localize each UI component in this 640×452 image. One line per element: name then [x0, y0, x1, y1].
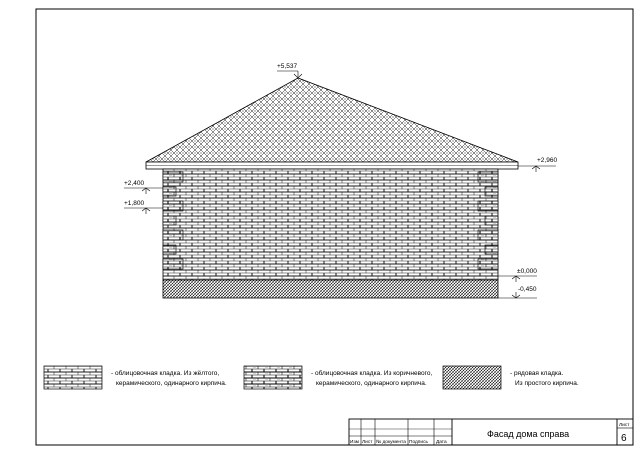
sheet-label: Лист: [619, 423, 630, 428]
elevation-mark-zero: [498, 268, 537, 282]
legend-common-line1: - рядовая кладка.: [510, 370, 564, 377]
column-header-document: № документа: [376, 440, 406, 445]
elevation-mark-eave: [518, 157, 557, 172]
legend-yellow-line2: керамического, одинарного кирпича.: [116, 380, 227, 387]
legend-brown-line2: керамического, одинарного кирпича.: [316, 380, 427, 387]
legend-swatch-yellow-brick: [44, 366, 102, 389]
legend-brown-line1: - облицовочная кладка. Из коричневого,: [311, 370, 433, 377]
elevation-eave-label: +2,960: [537, 157, 558, 164]
elevation-ridge-label: +5,537: [277, 63, 298, 70]
plinth: [163, 280, 498, 298]
elevation-mark-upper: [124, 180, 163, 194]
elevation-upper-label: +2,400: [124, 180, 145, 187]
elevation-mark-ridge: [277, 63, 302, 78]
column-header-change: Изм: [350, 440, 359, 445]
elevation-ground-label: -0,450: [518, 286, 537, 293]
column-header-sheet: Лист: [362, 440, 373, 445]
legend: [44, 366, 579, 389]
title-block: [349, 419, 633, 445]
legend-yellow-line1: - облицовочная кладка. Из жёлтого,: [111, 370, 220, 377]
legend-common-line2: Из простого кирпича.: [515, 380, 579, 387]
legend-swatch-common-brick: [443, 366, 501, 389]
roof: [146, 78, 518, 162]
facade-wall: [163, 169, 498, 280]
elevation-mark-lower: [124, 200, 163, 214]
column-header-signature: Подпись: [409, 440, 428, 445]
elevation-zero-label: ±0,000: [517, 268, 537, 275]
elevation-lower-label: +1,800: [124, 200, 145, 207]
sheet-number: 6: [621, 433, 627, 444]
sheet-title: Фасад дома справа: [487, 429, 570, 439]
column-header-date: Дата: [436, 440, 447, 445]
elevation-mark-ground: [498, 286, 537, 298]
legend-swatch-brown-brick: [244, 366, 302, 389]
